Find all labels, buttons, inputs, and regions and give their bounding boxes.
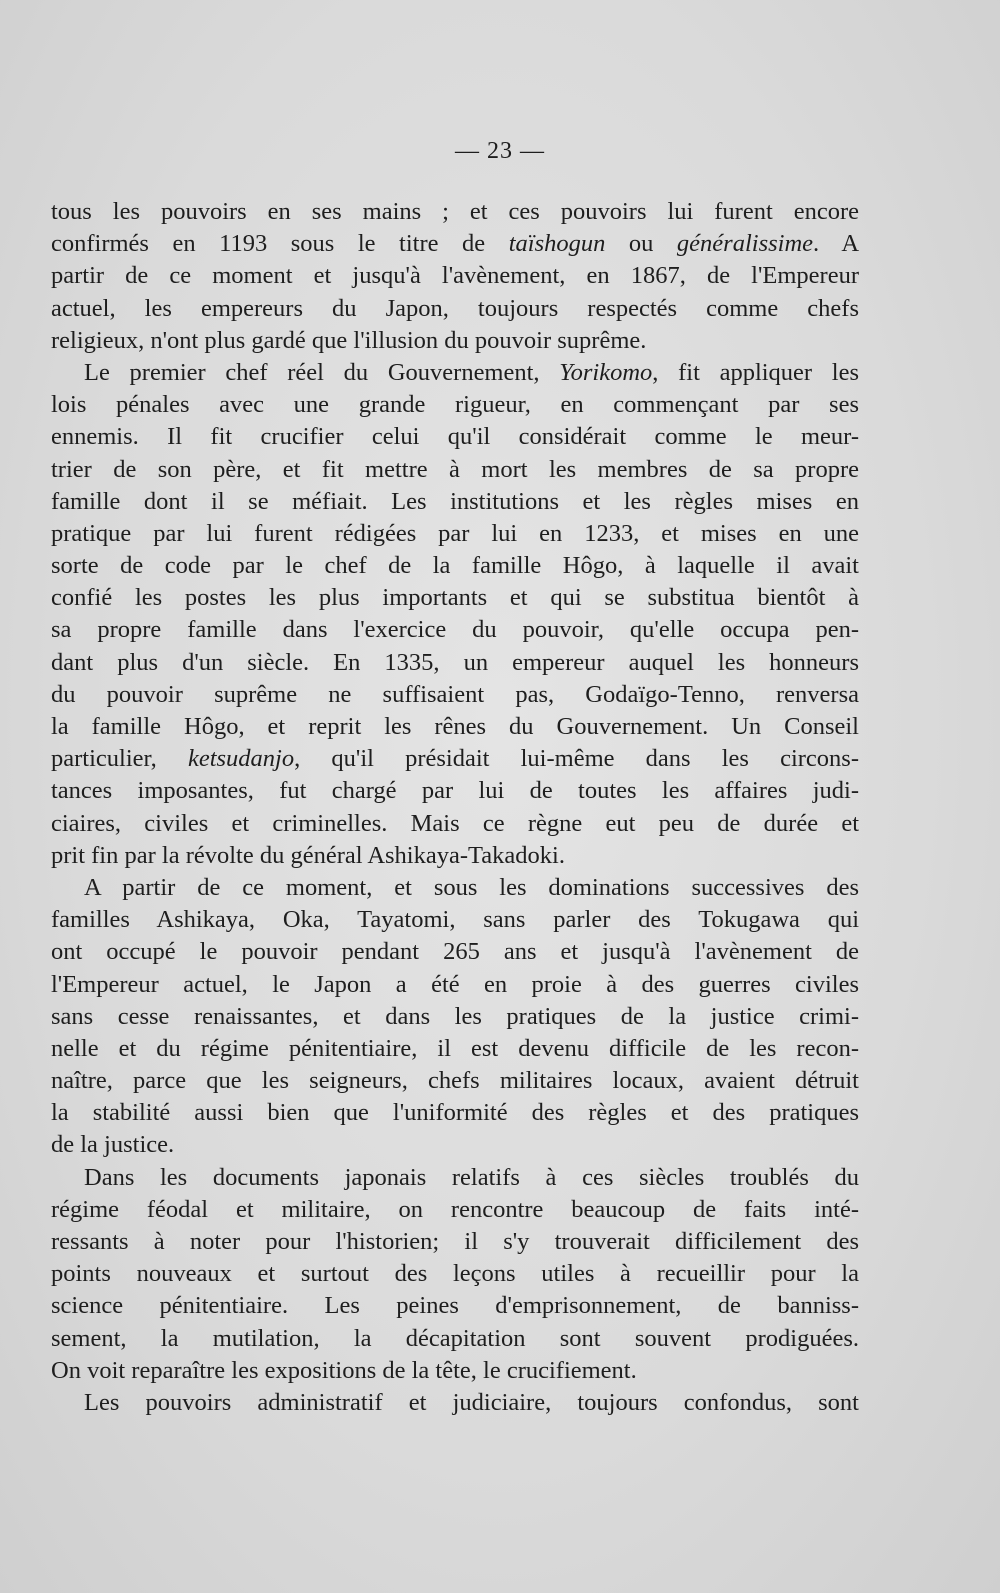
text-segment: nelle et du régime pénitentiaire, il est devenu difficile de les recon- [51, 1034, 859, 1062]
text-line [51, 1387, 859, 1419]
text-line [51, 454, 859, 486]
text-line [51, 969, 859, 1001]
text-line [51, 679, 859, 711]
text-segment: science pénitentiaire. Les peines d'emprisonnement, de banniss- [51, 1292, 859, 1320]
text-segment: ciaires, civiles et criminelles. Mais ce règne eut peu de durée et [51, 809, 859, 837]
text-segment: tances imposantes, fut chargé par lui de toutes les affaires judi- [51, 777, 859, 805]
text-segment: sa propre famille dans l'exercice du pouvoir, qu'elle occupa pen- [51, 616, 859, 644]
text-segment: la famille Hôgo, et reprit les rênes du Gouvernement. Un Conseil [51, 713, 859, 740]
text-line [51, 421, 859, 453]
text-segment: Dans les documents japonais relatifs à ces siècles troublés du [84, 1163, 859, 1191]
text-segment: tous les pouvoirs en ses mains ; et ces pouvoirs lui furent encore [51, 198, 859, 225]
text-segment: A partir de ce moment, et sous les dominations successives des [84, 873, 859, 901]
text-segment: , fit appliquer les [652, 358, 859, 386]
text-segment: points nouveaux et surtout des leçons utiles à recueillir pour la [51, 1260, 859, 1288]
text-line [51, 1226, 859, 1258]
text-segment: de la justice. [51, 1131, 175, 1159]
text-segment: famille dont il se méfiait. Les institutions et les règles mises en [51, 487, 859, 515]
text-line [51, 1162, 859, 1194]
text-line [51, 1065, 859, 1097]
text-line [51, 196, 859, 228]
text-line [51, 904, 859, 936]
text-segment: partir de ce moment et jusqu'à l'avènement, en 1867, de l'Empereur [51, 262, 859, 290]
text-segment: prit fin par la révolte du général Ashikaya-Takadoki. [51, 841, 565, 869]
text-segment: confié les postes les plus importants et qui se substitua bientôt à [51, 584, 859, 612]
text-line [51, 647, 859, 679]
italic-term: ketsudanjo [187, 745, 295, 773]
text-segment: particulier, [51, 745, 188, 773]
text-line [51, 325, 859, 357]
text-line [51, 1097, 859, 1129]
text-line [51, 1194, 859, 1226]
text-segment: ennemis. Il fit crucifier celui qu'il considérait comme le meur- [51, 423, 859, 451]
text-line [51, 228, 859, 260]
text-segment: sorte de code par le chef de la famille Hôgo, à laquelle il avait [51, 552, 859, 580]
text-line [51, 1290, 859, 1322]
text-line [51, 260, 859, 292]
body-text [51, 196, 859, 1419]
text-line [51, 743, 859, 775]
page-number: — 23 — [455, 138, 545, 164]
italic-term: généralissime [676, 230, 814, 258]
text-line [51, 582, 859, 614]
text-segment: sans cesse renaissantes, et dans les pratiques de la justice crimi- [51, 1002, 859, 1030]
text-segment: Les pouvoirs administratif et judiciaire, toujours confondus, sont [84, 1388, 859, 1416]
text-segment: . A [813, 230, 859, 258]
text-segment: régime féodal et militaire, on rencontre beaucoup de faits inté- [51, 1195, 859, 1223]
text-segment: du pouvoir suprême ne suffisaient pas, Godaïgo-Tenno, renversa [51, 680, 859, 708]
text-segment: Le premier chef réel du Gouvernement, [84, 358, 560, 386]
text-segment: naître, parce que les seigneurs, chefs militaires locaux, avaient détruit [51, 1067, 859, 1095]
text-line [51, 936, 859, 968]
text-segment: confirmés en 1193 sous le titre de [51, 230, 509, 258]
text-segment: ressants à noter pour l'historien; il s'y trouverait difficilement des [51, 1228, 859, 1255]
text-line [51, 808, 859, 840]
text-segment: l'Empereur actuel, le Japon a été en proie à des guerres civiles [51, 970, 859, 998]
text-segment: familles Ashikaya, Oka, Tayatomi, sans parler des Tokugawa qui [51, 906, 859, 934]
text-line [51, 1129, 859, 1161]
text-line [51, 1355, 859, 1387]
text-segment: On voit reparaître les expositions de la tête, le crucifiement. [51, 1356, 637, 1384]
text-segment: sement, la mutilation, la décapitation sont souvent prodiguées. [51, 1324, 859, 1352]
text-line [51, 840, 859, 872]
text-segment: la stabilité aussi bien que l'uniformité des règles et des pratiques [51, 1099, 859, 1127]
italic-term: Yorikomo [559, 358, 653, 386]
text-line [51, 1033, 859, 1065]
text-line [51, 389, 859, 421]
text-segment: lois pénales avec une grande rigueur, en commençant par ses [51, 391, 859, 419]
text-segment: , qu'il présidait lui-même dans les circons- [294, 745, 859, 773]
text-line [51, 872, 859, 904]
text-segment: trier de son père, et fit mettre à mort les membres de sa propre [51, 455, 859, 483]
text-segment: ou [605, 230, 677, 258]
text-line [51, 1001, 859, 1033]
text-line [51, 357, 859, 389]
text-segment: dant plus d'un siècle. En 1335, un empereur auquel les honneurs [51, 648, 859, 676]
text-line [51, 1258, 859, 1290]
text-segment: religieux, n'ont plus gardé que l'illusion du pouvoir suprême. [51, 326, 647, 354]
text-line [51, 711, 859, 743]
text-line [51, 1323, 859, 1355]
text-line [51, 550, 859, 582]
text-segment: actuel, les empereurs du Japon, toujours respectés comme chefs [51, 294, 859, 322]
text-segment: pratique par lui furent rédigées par lui en 1233, et mises en une [51, 519, 859, 547]
text-line [51, 518, 859, 550]
italic-term: taïshogun [508, 230, 606, 258]
text-line [51, 614, 859, 646]
text-line [51, 293, 859, 325]
text-line [51, 775, 859, 807]
text-line [51, 486, 859, 518]
text-segment: ont occupé le pouvoir pendant 265 ans et jusqu'à l'avènement de [51, 938, 859, 966]
